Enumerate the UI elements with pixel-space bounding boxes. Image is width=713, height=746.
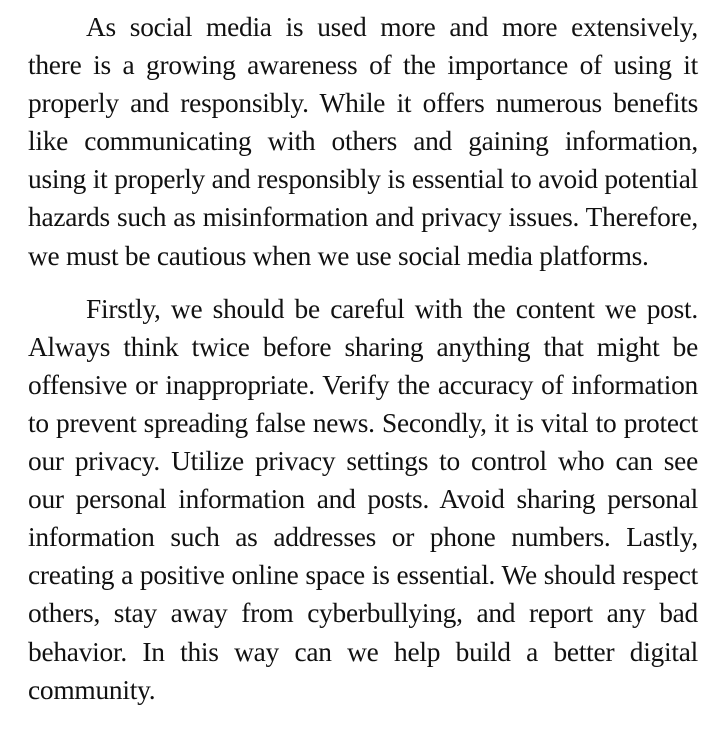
document-body — [28, 8, 698, 709]
paragraph-intro: As social media is used more and more extensively, there is a growing awareness of the importance of using it properly and responsibly. While it offers numerous benefits like communicating with others and gaining information, using it properly and responsibly is essential to avoid potential hazards such as misinformation and privacy issues. Therefore, we must be cautious when we use social media platforms. — [28, 12, 698, 271]
paragraph-guidelines: Firstly, we should be careful with the content we post. Always think twice before sharing anything that might be offensive or inappropriate. Verify the accuracy of information to prevent spreading false news. Secondly, it is vital to protect our privacy. Utilize privacy settings to control who can see our personal information and posts. Avoid sharing personal information such as addresses or phone numbers. Lastly, creating a positive online space is essential. We should respect others, stay away from cyberbullying, and report any bad behavior. In this way can we help build a better digital community. — [28, 293, 698, 705]
